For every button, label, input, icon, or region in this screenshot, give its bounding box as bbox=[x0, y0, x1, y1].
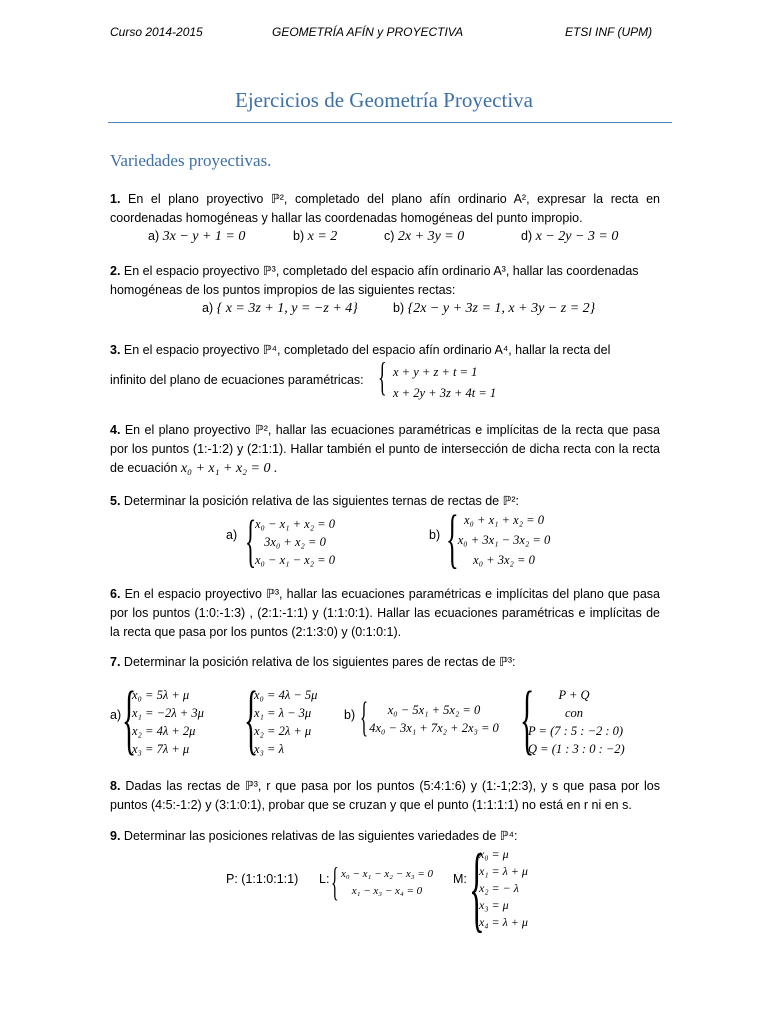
exercise-number: 2. bbox=[110, 264, 121, 278]
equation: x₀ + x₁ + x₂ = 0 bbox=[464, 513, 544, 527]
equation: x₀ = 5λ + μ bbox=[132, 688, 190, 702]
left-brace: { bbox=[446, 502, 459, 575]
exercise-number: 5. bbox=[110, 494, 121, 508]
point-p: P: (1:1:0:1:1) bbox=[226, 872, 299, 886]
left-brace: { bbox=[244, 675, 259, 762]
left-brace: { bbox=[122, 675, 137, 762]
left-brace: { bbox=[245, 508, 257, 573]
exercise-5-system-a bbox=[254, 515, 336, 569]
exercise-text: Determinar las posiciones relativas de las siguientes variedades de ℙ⁴: bbox=[123, 829, 518, 843]
equation: x₂ = 4λ + 2μ bbox=[132, 724, 196, 738]
option-label: M: bbox=[453, 872, 467, 886]
equation: x₃ = λ bbox=[254, 742, 284, 756]
equation: x₀ − x₁ − x₂ = 0 bbox=[255, 553, 335, 567]
equation: 3x − y + 1 = 0 bbox=[162, 229, 246, 244]
exercise-number: 6. bbox=[110, 587, 121, 601]
option-label: b) bbox=[429, 528, 441, 542]
equation: x₀ = μ bbox=[479, 847, 509, 861]
equation: x₂ = 2λ + μ bbox=[254, 724, 312, 738]
option-label: a) bbox=[110, 708, 122, 722]
exercise-1-option-d bbox=[521, 229, 618, 245]
equation: x₁ = λ − 3μ bbox=[254, 706, 312, 720]
option-label: d) bbox=[521, 229, 533, 243]
option-label: a) bbox=[202, 301, 214, 315]
exercise-5 bbox=[110, 492, 660, 511]
left-brace: { bbox=[360, 695, 369, 741]
exercise-text: Determinar la posición relativa de los siguientes pares de rectas de ℙ³: bbox=[123, 655, 516, 669]
equation: { x = 3z + 1, y = −z + 4} bbox=[216, 301, 358, 316]
exercise-text: Determinar la posición relativa de las siguientes ternas de rectas de ℙ²: bbox=[123, 494, 519, 508]
equation: x₁ = λ + μ bbox=[479, 864, 528, 878]
equation: x₀ = 4λ − 5μ bbox=[254, 688, 318, 702]
left-brace: { bbox=[469, 834, 485, 941]
equation: x₂ = − λ bbox=[479, 881, 519, 895]
header-course: Curso 2014-2015 bbox=[110, 25, 203, 39]
header-school: ETSI INF (UPM) bbox=[565, 25, 653, 39]
equation: x + 2y + 3z + 4t = 1 bbox=[393, 386, 497, 400]
exercise-text: En el espacio proyectivo ℙ³, hallar las ecuaciones paramétricas e implícitas del plano que pasa por los puntos (1:0:-1:3) , (2:1:-1:1) y (1:1:0:1). Hallar las ecuaciones paramétricas e implícitas de la recta que pasa por los puntos (2:1:3:0) y (0:1:0:1). bbox=[110, 587, 660, 639]
exercise-9-system-l bbox=[338, 866, 436, 900]
equation: x₀ − x₁ + x₂ = 0 bbox=[255, 517, 335, 531]
exercise-number: 7. bbox=[110, 655, 121, 669]
exercise-3-text-2: infinito del plano de ecuaciones paramétricas: bbox=[110, 373, 364, 387]
exercise-1-options bbox=[148, 229, 245, 245]
title-divider bbox=[108, 122, 672, 123]
equation: con bbox=[564, 706, 584, 720]
equation: 2x + 3y = 0 bbox=[397, 229, 465, 244]
exercise-text: Dadas las rectas de ℙ³, r que pasa por los puntos (5:4:1:6) y (1:-1;2:3), y s que pasa por los puntos (4:5:-1:2) y (3:1:0:1), probar que se cruzan y que el punto (1:1:1:1) no está en r ni en s. bbox=[110, 779, 660, 812]
option-label: L: bbox=[319, 872, 330, 886]
exercise-2-option-a bbox=[202, 301, 358, 317]
equation: x₃ = 7λ + μ bbox=[132, 742, 190, 756]
equation: {2x − y + 3z = 1, x + 3y − z = 2} bbox=[407, 301, 596, 316]
option-label: b) bbox=[393, 301, 405, 315]
equation: x₀ − x₁ − x₂ − x₃ = 0 bbox=[340, 868, 434, 880]
exercise-1-option-c bbox=[384, 229, 464, 245]
option-label: a) bbox=[226, 528, 238, 542]
equation: x₀ + x₁ + x₂ = 0 . bbox=[180, 461, 278, 476]
equation: x = 2 bbox=[307, 229, 338, 244]
section-heading: Variedades proyectivas. bbox=[110, 151, 272, 170]
exercise-7-system-b2 bbox=[528, 686, 625, 758]
exercise-2-option-b bbox=[393, 301, 595, 317]
exercise-7-system-b1 bbox=[368, 701, 500, 737]
equation: x₀ − 5x₁ + 5x₂ = 0 bbox=[387, 703, 481, 717]
header-subject: GEOMETRÍA AFÍN y PROYECTIVA bbox=[272, 25, 464, 39]
equation: Q = (1 : 3 : 0 : −2) bbox=[528, 742, 625, 756]
exercise-number: 1. bbox=[110, 192, 121, 206]
equation: P + Q bbox=[558, 688, 590, 702]
equation: 4x₀ − 3x₁ + 7x₂ + 2x₃ = 0 bbox=[369, 721, 499, 735]
exercise-text: En el plano proyectivo ℙ², completado del plano afín ordinario A², expresar la recta en coordenadas homogéneas y hallar las coordenadas homogéneas del punto impropio. bbox=[110, 192, 660, 225]
left-brace: { bbox=[520, 675, 535, 762]
equation: x₃ = μ bbox=[479, 898, 509, 912]
exercise-7-system-a1 bbox=[132, 686, 204, 758]
left-brace: { bbox=[331, 859, 339, 904]
equation: x₁ = −2λ + 3μ bbox=[132, 706, 204, 720]
equation: x + y + z + t = 1 bbox=[393, 365, 478, 379]
exercise-6 bbox=[110, 585, 660, 642]
exercise-number: 8. bbox=[110, 779, 121, 793]
exercise-7 bbox=[110, 653, 660, 672]
equation: 3x₀ + x₂ = 0 bbox=[264, 535, 326, 549]
exercise-text: En el espacio proyectivo ℙ⁴, completado del espacio afín ordinario A⁴, hallar la recta del bbox=[123, 343, 611, 357]
exercise-number: 9. bbox=[110, 829, 121, 843]
exercise-9-system-m bbox=[479, 846, 528, 931]
exercise-8 bbox=[110, 777, 660, 815]
left-brace: { bbox=[378, 354, 387, 399]
exercise-2 bbox=[110, 262, 660, 300]
exercise-5-system-b bbox=[454, 510, 554, 570]
option-label: b) bbox=[293, 229, 305, 243]
exercise-1 bbox=[110, 190, 660, 228]
equation: P = (7 : 5 : −2 : 0) bbox=[528, 724, 624, 738]
exercise-9 bbox=[110, 827, 660, 846]
equation: x₀ + 3x₁ − 3x₂ = 0 bbox=[457, 533, 551, 547]
option-label: c) bbox=[384, 229, 395, 243]
option-label: b) bbox=[344, 708, 356, 722]
equation: x₁ − x₃ − x₄ = 0 bbox=[351, 885, 423, 897]
exercise-4 bbox=[110, 421, 660, 478]
exercise-text: En el plano proyectivo ℙ², hallar las ecuaciones paramétricas e implícitas de la recta que pasa por los puntos (1:-1:2) y (2:1:1). Hallar también el punto de intersección de dicha recta con la recta de ecuación bbox=[110, 423, 660, 475]
exercise-number: 3. bbox=[110, 343, 121, 357]
page-title: Ejercicios de Geometría Proyectiva bbox=[235, 88, 533, 112]
exercise-3-system bbox=[393, 362, 496, 404]
exercise-1-option-b bbox=[293, 229, 337, 245]
exercise-number: 4. bbox=[110, 423, 121, 437]
exercise-7-system-a2 bbox=[254, 686, 317, 758]
option-label: a) bbox=[148, 229, 160, 243]
equation: x − 2y − 3 = 0 bbox=[535, 229, 619, 244]
equation: x₄ = λ + μ bbox=[479, 915, 528, 929]
equation: x₀ + 3x₂ = 0 bbox=[473, 553, 535, 567]
exercise-text: En el espacio proyectivo ℙ³, completado del espacio afín ordinario A³, hallar las coordenadas homogéneas de los puntos impropios de las siguientes rectas: bbox=[110, 264, 639, 297]
